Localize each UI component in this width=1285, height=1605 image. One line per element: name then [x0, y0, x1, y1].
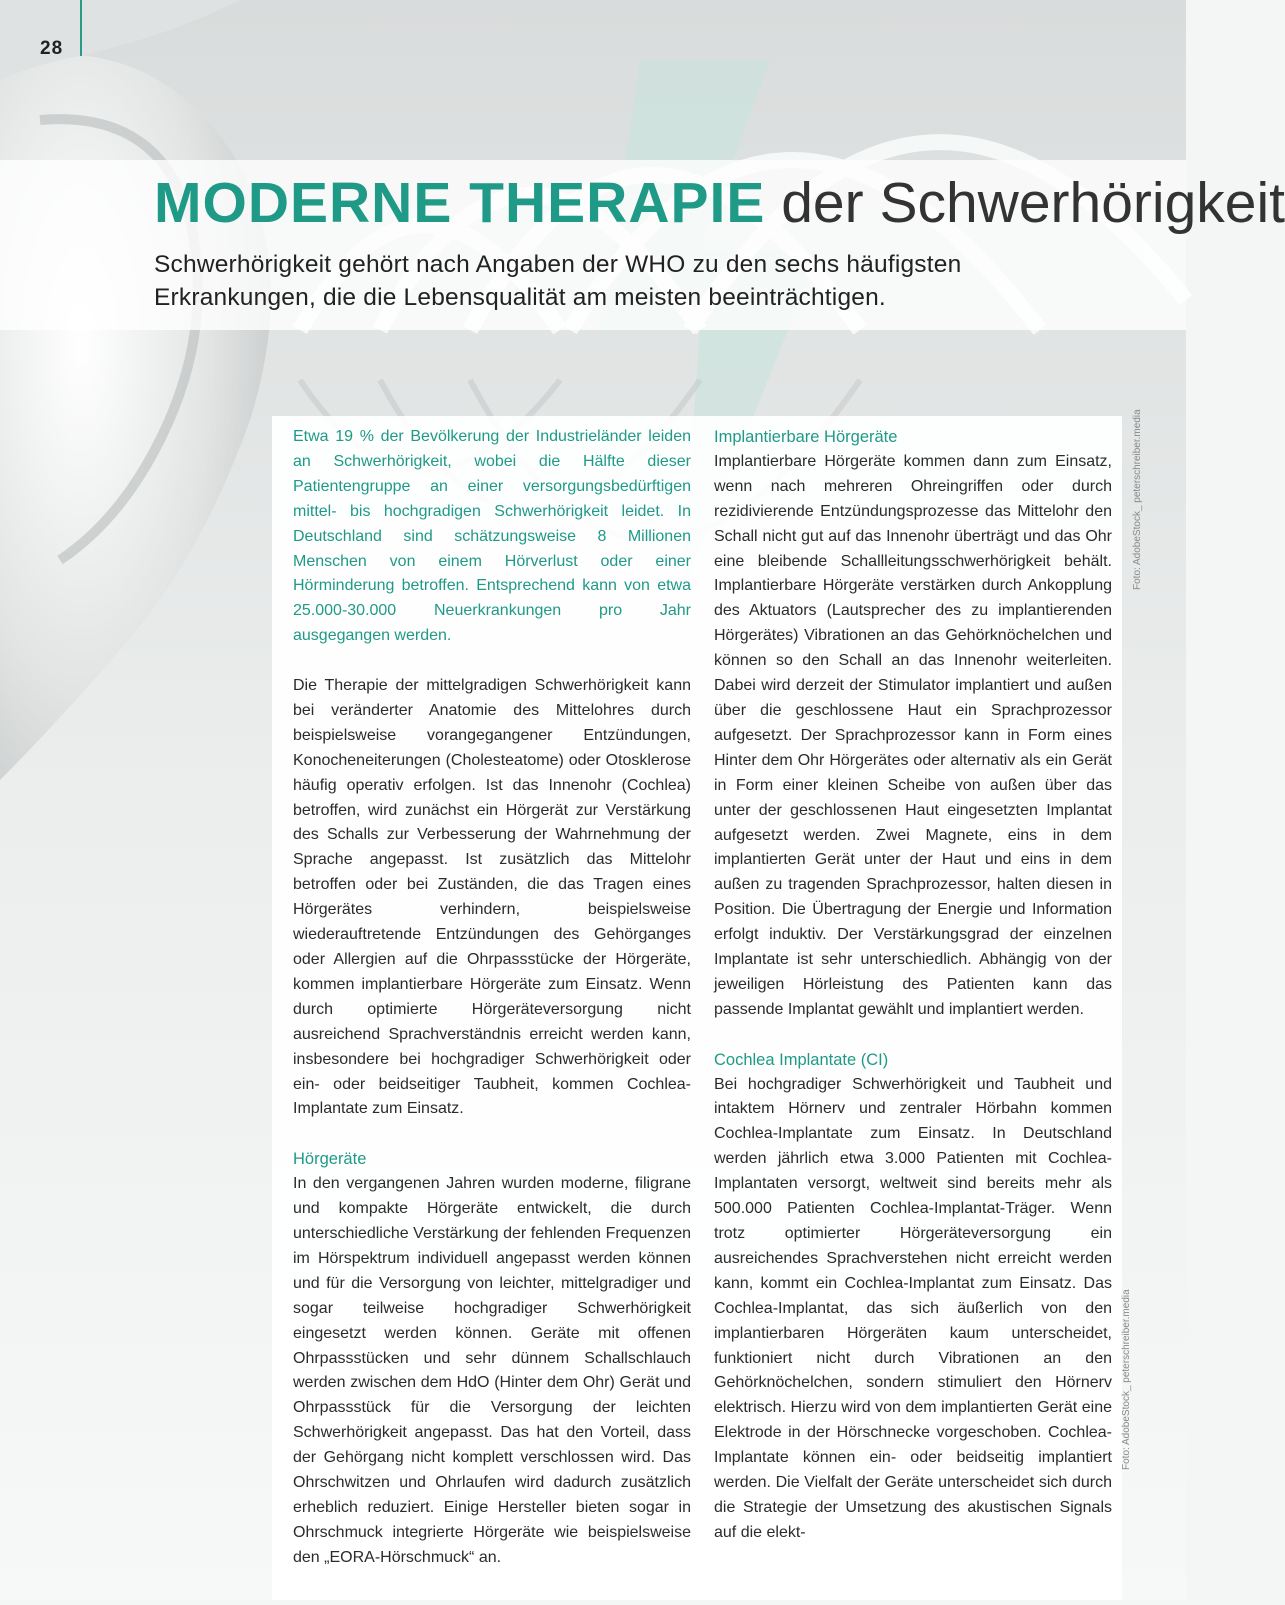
title-accent: MODERNE THERAPIE [154, 171, 766, 235]
article-column-left [293, 425, 691, 1571]
hoergeraete-paragraph: In den vergangenen Jahren wurden moderne, filigrane und kompakte Hörgeräte entwickelt, die durch unterschiedliche Verstärkung der fehlenden Frequenzen im Hörspektrum individuell angepasst werden können und für die Versorgung von leichter, mittelgradiger und sogar teilweise hochgradiger Schwerhörigkeit eingesetzt werden können. Geräte mit offenen Ohrpassstücken und sehr dünnem Schallschlauch werden zwischen dem HdO (Hinter dem Ohr) Gerät und Ohrpassstück für die Versorgung der leichten Schwerhörigkeit angepasst. Das hat den Vorteil, dass der Gehörgang nicht komplett verschlossen wird. Das Ohrschwitzen und Ohrlaufen wird dadurch zusätzlich erheblich reduziert. Einige Hersteller bieten sogar in Ohrschmuck integrierte Hörgeräte wie beispielsweise den „EORA-Hörschmuck“ an. [293, 1175, 691, 1566]
lead-paragraph: Etwa 19 % der Bevölkerung der Industrieländer leiden an Schwerhörigkeit, wobei die Hälfte dieser Patientengruppe an einer versorgungsbedürftigen mittel- bis hochgradigen Schwerhörigkeit leidet. In Deutschland sind schätzungsweise 8 Millionen Menschen von einem Hörverlust oder einer Hörminderung betroffen. Entsprechend kann von etwa 25.000-30.000 Neuerkrankungen pro Jahr ausgegangen werden. [293, 428, 691, 645]
therapy-paragraph: Die Therapie der mittelgradigen Schwerhörigkeit kann bei veränderter Anatomie des Mittelohres durch beispielsweise vorangegangener Entzündungen, Konocheneiterungen (Cholesteatome) oder Otosklerose häufig operativ erfolgen. Ist das Innenohr (Cochlea) betroffen, wird zunächst ein Hörgerät zur Verstärkung des Schalls zur Verbesserung der Wahrnehmung der Sprache angepasst. Ist zusätzlich das Mittelohr betroffen oder bei Zuständen, die das Tragen eines Hörgerätes verhindern, beispielsweise wiederauftretende Entzündungen des Gehörganges oder Allergien auf die Ohrpassstücke der Hörgeräte, kommen implantierbare Hörgeräte zum Einsatz. Wenn durch optimierte Hörgeräteversorgung nicht ausreichend Sprachverständnis erreicht werden kann, insbesondere bei hochgradiger Schwerhörigkeit oder ein- oder beidseitiger Taubheit, kommen Cochlea-Implantate zum Einsatz. [293, 677, 691, 1118]
implant-paragraph: Implantierbare Hörgeräte kommen dann zum Einsatz, wenn nach mehreren Ohreingriffen oder durch rezidivierende Entzündungsprozesse das Mittelohr den Schall nicht gut auf das Innenohr überträgt und das Ohr eine bleibende Schallleitungsschwerhörigkeit behält. Implantierbare Hörgeräte verstärken durch Ankopplung des Aktuators (Lautsprecher des zu implantierenden Hörgerätes) Vibrationen an das Gehörknöchelchen und können so den Schall an das Innenohr weiterleiten. Dabei wird derzeit der Stimulator implantiert und außen über die geschlossene Haut ein Sprachprozessor aufgesetzt. Der Sprachprozessor kann in Form eines Hinter dem Ohr Hörgerätes oder alternativ als ein Gerät in Form einer kleinen Scheibe von außen über das unter der geschlossenen Haut eingesetzten Implantat aufgesetzt werden. Zwei Magnete, eins in dem implantierten Gerät unter der Haut und eins in dem außen zu tragenden Sprachprozessor, halten diesen in Position. Die Übertragung der Energie und Information erfolgt induktiv. Der Verstärkungsgrad der einzelnen Implantate ist sehr unterschiedlich. Abhängig von der jeweiligen Hörleistung des Patienten kann das passende Implantat gewählt und implantiert werden. [714, 452, 1112, 1018]
heading-implantierbare-hoergeraete: Implantierbare Hörgeräte [714, 428, 898, 446]
heading-hoergeraete: Hörgeräte [293, 1150, 367, 1169]
page-number-rule [80, 0, 82, 56]
page-subtitle: Schwerhörigkeit gehört nach Angaben der WHO zu den sechs häufigsten Erkrankungen, die die Lebensqualität am meisten beeinträchtigen. [154, 251, 962, 311]
photo-credit-top: Foto: AdobeStock_ peterschreiber.media [1132, 409, 1143, 590]
page-title [154, 172, 1285, 235]
photo-credit-bottom: Foto: AdobeStock_ peterschreiber.media [1121, 1289, 1132, 1470]
heading-cochlea-implantate: Cochlea Implantate (CI) [714, 1050, 889, 1069]
article-column-right [714, 425, 1112, 1546]
page-number: 28 [40, 38, 64, 59]
ci-paragraph: Bei hochgradiger Schwerhörigkeit und Taubheit und intaktem Hörnerv und zentraler Hörbahn kommen Cochlea-Implantate zum Einsatz. In Deutschland werden jährlich etwa 3.000 Patienten mit Cochlea- Implantaten versorgt, weltweit sind bereits mehr als 500.000 Patienten Cochlea-Implantat-Träger. Wenn trotz optimierter Hörgeräteversorgung ein ausreichendes Sprachverstehen nicht erreicht werden kann, kommt ein Cochlea-Implantat zum Einsatz. Das Cochlea-Implantat, das sich äußerlich von den implantierbaren Hörgeräten kaum unterscheidet, funktioniert nicht durch Vibrationen an den Gehörknöchelchen, sondern stimuliert den Hörnerv elektrisch. Hierzu wird von dem implantierten Gerät eine Elektrode in der Hörschnecke vorgeschoben. Cochlea-Implantate können ein- oder beidseitig implantiert werden. Die Vielfalt der Geräte unterscheidet sich durch die Strategie der Umsetzung des akustischen Signals auf die elekt- [714, 1075, 1112, 1541]
title-rest: der Schwerhörigkeit [781, 171, 1285, 235]
